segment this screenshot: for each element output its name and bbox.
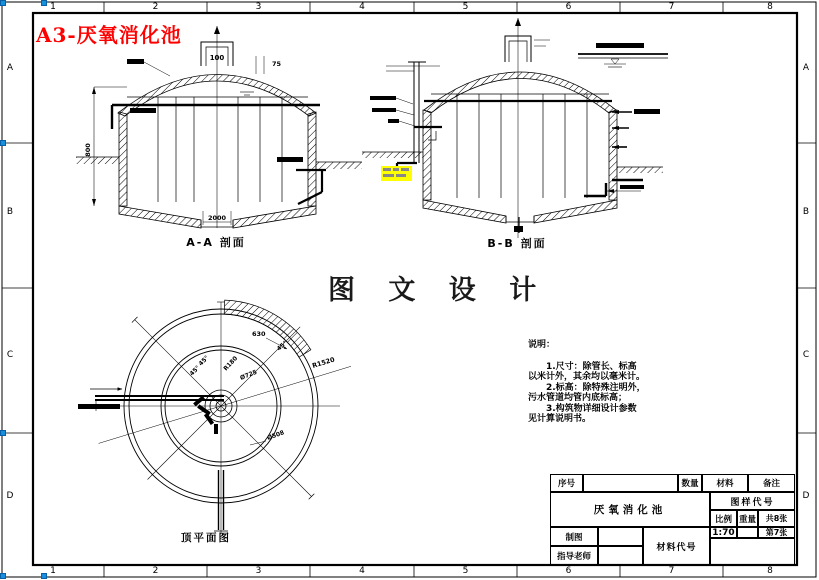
bb-discharge-label-blob <box>596 43 644 48</box>
titleblock-seq-value <box>583 474 678 492</box>
titleblock-scale-value: 1:70 <box>710 527 737 538</box>
bb-left-wall <box>423 110 431 200</box>
plan-angle-45: 45° <box>188 364 202 378</box>
plan-dim-508: Ø508 <box>266 429 286 442</box>
selection-grip[interactable] <box>41 0 47 6</box>
watermark-text: 图 文 设 计 <box>328 275 549 306</box>
title-block <box>550 474 795 565</box>
zone-col-label-bottom: 5 <box>462 566 469 576</box>
highlighted-annotation <box>381 166 412 181</box>
titleblock-total-sheets: 共8张 <box>758 510 795 527</box>
section-bb-view <box>362 18 668 250</box>
aa-internal-pipes <box>158 97 282 202</box>
titleblock-weight-value <box>737 527 758 538</box>
zone-row-label-left: B <box>6 207 14 217</box>
notes-block <box>528 340 658 425</box>
titleblock-advisor-label: 指导老师 <box>550 546 598 565</box>
plan-angle-45: 45° <box>275 339 289 353</box>
plan-center-label-blob <box>214 424 218 434</box>
zone-row-label-left: A <box>6 63 14 73</box>
zone-col-label-top: 1 <box>50 2 56 12</box>
bb-floor-right <box>534 200 617 223</box>
drawing-title: A3-厌氧消化池 <box>36 23 182 47</box>
zone-row-label-right: D <box>802 491 810 501</box>
zone-col-label-top: 5 <box>462 2 469 12</box>
bb-pipe-label-blob <box>370 96 396 100</box>
bb-ground-left <box>362 152 423 158</box>
zone-row-label-left: C <box>6 350 14 360</box>
bb-nozzle-label-blob <box>634 109 660 114</box>
aa-pipe-label-blob <box>130 108 156 113</box>
bb-section-label: B-B 剖面 <box>487 237 547 250</box>
notes-line: 见计算说明书。 <box>528 414 592 424</box>
aa-floor-right <box>233 206 316 228</box>
aa-left-wall <box>119 112 127 206</box>
plan-dim-r180: R180 <box>222 355 240 373</box>
zone-col-label-top: 4 <box>359 2 365 12</box>
bb-pipe-label-blob <box>388 119 399 123</box>
bb-supernatant-line <box>578 43 668 67</box>
zone-col-label-bottom: 8 <box>767 566 773 576</box>
titleblock-empty-cell <box>710 538 795 565</box>
plan-dim-630: 630 <box>252 330 266 338</box>
zone-row-label-right: A <box>802 63 810 73</box>
plan-angle-45: 45° <box>197 354 211 368</box>
selection-grip[interactable] <box>0 573 6 579</box>
aa-right-wall <box>308 112 316 206</box>
notes-line: 3.构筑物详细设计参数 <box>528 403 637 414</box>
selection-grip[interactable] <box>0 430 6 436</box>
titleblock-material-code-label: 材料代号 <box>643 527 710 565</box>
zone-col-label-bottom: 6 <box>565 566 572 576</box>
titleblock-draft-value <box>598 527 643 546</box>
titleblock-sheet-no: 第7张 <box>758 527 795 538</box>
zone-row-label-right: B <box>802 207 810 217</box>
aa-dim-2000: 2000 <box>207 214 227 222</box>
notes-line: 1.尺寸：除管长、标高 <box>528 361 637 372</box>
titleblock-scale-label: 比例 <box>710 510 737 527</box>
selection-grip[interactable] <box>0 0 6 6</box>
plan-inlet-label-blob <box>78 404 120 409</box>
aa-floor-left <box>119 206 201 228</box>
titleblock-advisor-value <box>598 546 643 565</box>
bb-pipe-label-blob <box>372 108 396 112</box>
zone-col-label-top: 8 <box>767 2 773 12</box>
zone-col-label-bottom: 3 <box>255 566 262 576</box>
selection-grip[interactable] <box>0 140 6 146</box>
titleblock-seq-label: 序号 <box>550 474 583 492</box>
aa-section-label: A-A 剖面 <box>186 236 246 249</box>
titleblock-remark-label: 备注 <box>748 474 795 492</box>
titleblock-material-label: 材料 <box>702 474 748 492</box>
bb-right-wall <box>609 110 617 200</box>
zone-col-label-top: 2 <box>152 2 159 12</box>
zone-col-label-top: 3 <box>255 2 262 12</box>
titleblock-code-label: 图样代号 <box>710 492 795 510</box>
zone-row-label-left: D <box>6 491 14 501</box>
selection-grip[interactable] <box>41 573 47 579</box>
aa-ground-right <box>316 162 362 169</box>
section-aa-view <box>76 26 362 249</box>
bb-floor-left <box>423 200 506 223</box>
plan-view-label: 顶平面图 <box>181 532 231 544</box>
plan-view <box>78 300 351 544</box>
zone-col-label-bottom: 2 <box>152 566 159 576</box>
plan-dim-r1520: R1520 <box>311 355 336 370</box>
bb-internal-pipes <box>457 94 587 198</box>
zone-row-label-right: C <box>802 350 810 360</box>
aa-dim-800: 800 <box>84 143 92 157</box>
bb-ground-right <box>617 167 663 173</box>
plan-dim-725: Ø725 <box>239 368 259 382</box>
zone-col-label-bottom: 7 <box>668 566 675 576</box>
aa-dim-75: 75 <box>272 60 282 68</box>
titleblock-draft-label: 制图 <box>550 527 598 546</box>
bb-sludge-label-blob <box>620 185 644 189</box>
zone-col-label-top: 6 <box>565 2 572 12</box>
titleblock-drawing-name: 厌氧消化池 <box>550 492 710 527</box>
aa-outlet-label-blob <box>277 157 303 162</box>
notes-line: 污水管道均管内底标高； <box>528 393 628 403</box>
titleblock-qty-label: 数量 <box>678 474 702 492</box>
bb-bottom-label-blob <box>514 226 523 232</box>
notes-heading: 说明： <box>528 340 556 350</box>
zone-col-label-bottom: 1 <box>50 566 56 576</box>
aa-dim-100: 100 <box>209 54 225 62</box>
zone-col-label-bottom: 4 <box>359 566 365 576</box>
notes-line: 2.标高：除特殊注明外， <box>528 382 646 393</box>
bb-side-nozzles <box>612 109 660 149</box>
zone-col-label-top: 7 <box>668 2 675 12</box>
aa-ground-left <box>76 157 119 164</box>
aa-roof-label-blob <box>127 59 144 64</box>
titleblock-weight-label: 重量 <box>737 510 758 527</box>
notes-line: 以米计外，其余均以毫米计。 <box>528 372 646 382</box>
